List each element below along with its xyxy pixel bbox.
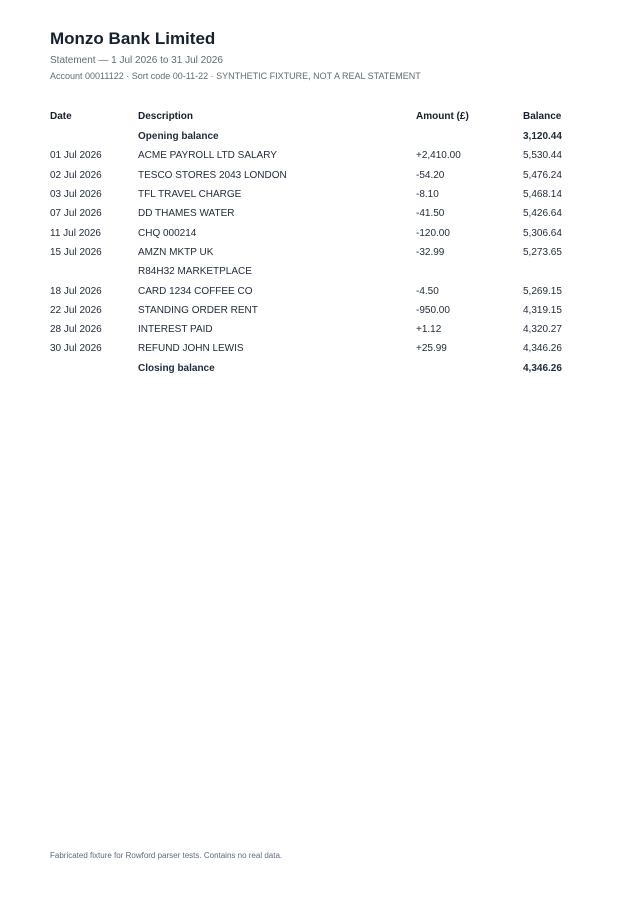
table-row — [50, 166, 570, 185]
cell-description: CARD 1234 COFFEE CO — [138, 285, 253, 297]
cell-date: 30 Jul 2026 — [50, 343, 102, 355]
cell-description: AMZN MKTP UK — [138, 246, 214, 258]
transactions-body — [50, 127, 570, 378]
cell-date: 11 Jul 2026 — [50, 227, 101, 239]
table-row — [50, 223, 570, 242]
cell-date: 22 Jul 2026 — [50, 304, 102, 316]
table-row — [50, 359, 570, 378]
cell-balance: 5,530.44 — [523, 150, 562, 162]
cell-date: 03 Jul 2026 — [50, 189, 102, 201]
cell-description: STANDING ORDER RENT — [138, 304, 258, 316]
cell-description: DD THAMES WATER — [138, 208, 235, 220]
cell-amount: +1.12 — [416, 324, 442, 336]
cell-amount: +25.99 — [416, 343, 447, 355]
cell-balance: 5,306.64 — [523, 227, 562, 239]
cell-amount: -54.20 — [416, 169, 445, 181]
statement-period: Statement — 1 Jul 2026 to 31 Jul 2026 — [50, 55, 223, 66]
cell-balance: 5,468.14 — [523, 189, 562, 201]
column-header-amount: Amount (£) — [416, 111, 469, 122]
table-row — [50, 339, 570, 358]
table-row — [50, 262, 570, 281]
table-row — [50, 146, 570, 165]
cell-amount: -41.50 — [416, 208, 445, 220]
cell-amount: -120.00 — [416, 227, 450, 239]
cell-date: 15 Jul 2026 — [50, 246, 102, 258]
transactions-table — [50, 106, 570, 378]
table-row — [50, 185, 570, 204]
cell-date: 28 Jul 2026 — [50, 324, 102, 336]
cell-balance: 5,273.65 — [523, 246, 562, 258]
cell-balance: 5,269.15 — [523, 285, 562, 297]
table-header-row — [50, 106, 570, 127]
cell-description: ACME PAYROLL LTD SALARY — [138, 150, 277, 162]
cell-balance — [523, 262, 570, 281]
cell-balance: 4,346.26 — [523, 362, 562, 374]
cell-date: 07 Jul 2026 — [50, 208, 102, 220]
account-details: Account 00011122 · Sort code 00-11-22 · SYNTHETIC FIXTURE, NOT A REAL STATEMENT — [50, 71, 421, 81]
footer-note: Fabricated fixture for Rowford parser tests. Contains no real data. — [50, 851, 283, 860]
cell-date: 01 Jul 2026 — [50, 150, 102, 162]
cell-date: 18 Jul 2026 — [50, 285, 102, 297]
cell-amount: -950.00 — [416, 304, 450, 316]
cell-balance: 5,426.64 — [523, 208, 562, 220]
cell-date — [50, 262, 138, 281]
column-header-date: Date — [50, 111, 72, 122]
cell-amount: -8.10 — [416, 189, 439, 201]
table-row — [50, 281, 570, 300]
cell-date: 02 Jul 2026 — [50, 169, 102, 181]
table-row — [50, 204, 570, 223]
table-row — [50, 301, 570, 320]
column-header-balance: Balance — [523, 111, 562, 122]
cell-balance: 4,346.26 — [523, 343, 562, 355]
cell-balance: 4,319.15 — [523, 304, 562, 316]
cell-amount — [416, 262, 523, 281]
cell-amount: -4.50 — [416, 285, 439, 297]
table-row — [50, 243, 570, 262]
cell-date — [50, 359, 138, 378]
cell-description: TFL TRAVEL CHARGE — [138, 189, 242, 201]
column-header-description: Description — [138, 111, 194, 122]
cell-description: INTEREST PAID — [138, 324, 213, 336]
cell-description: Closing balance — [138, 362, 215, 374]
cell-description: TESCO STORES 2043 LONDON — [138, 169, 287, 181]
cell-amount — [416, 127, 523, 146]
cell-balance: 3,120.44 — [523, 131, 562, 143]
cell-description: CHQ 000214 — [138, 227, 197, 239]
bank-name: Monzo Bank Limited — [50, 29, 216, 48]
table-row — [50, 320, 570, 339]
cell-balance: 5,476.24 — [523, 169, 562, 181]
cell-amount: -32.99 — [416, 246, 445, 258]
cell-amount — [416, 359, 523, 378]
cell-description: REFUND JOHN LEWIS — [138, 343, 244, 355]
table-row — [50, 127, 570, 146]
cell-balance: 4,320.27 — [523, 324, 562, 336]
cell-description: Opening balance — [138, 131, 219, 143]
cell-amount: +2,410.00 — [416, 150, 461, 162]
cell-date — [50, 127, 138, 146]
cell-description: R84H32 MARKETPLACE — [138, 266, 252, 278]
